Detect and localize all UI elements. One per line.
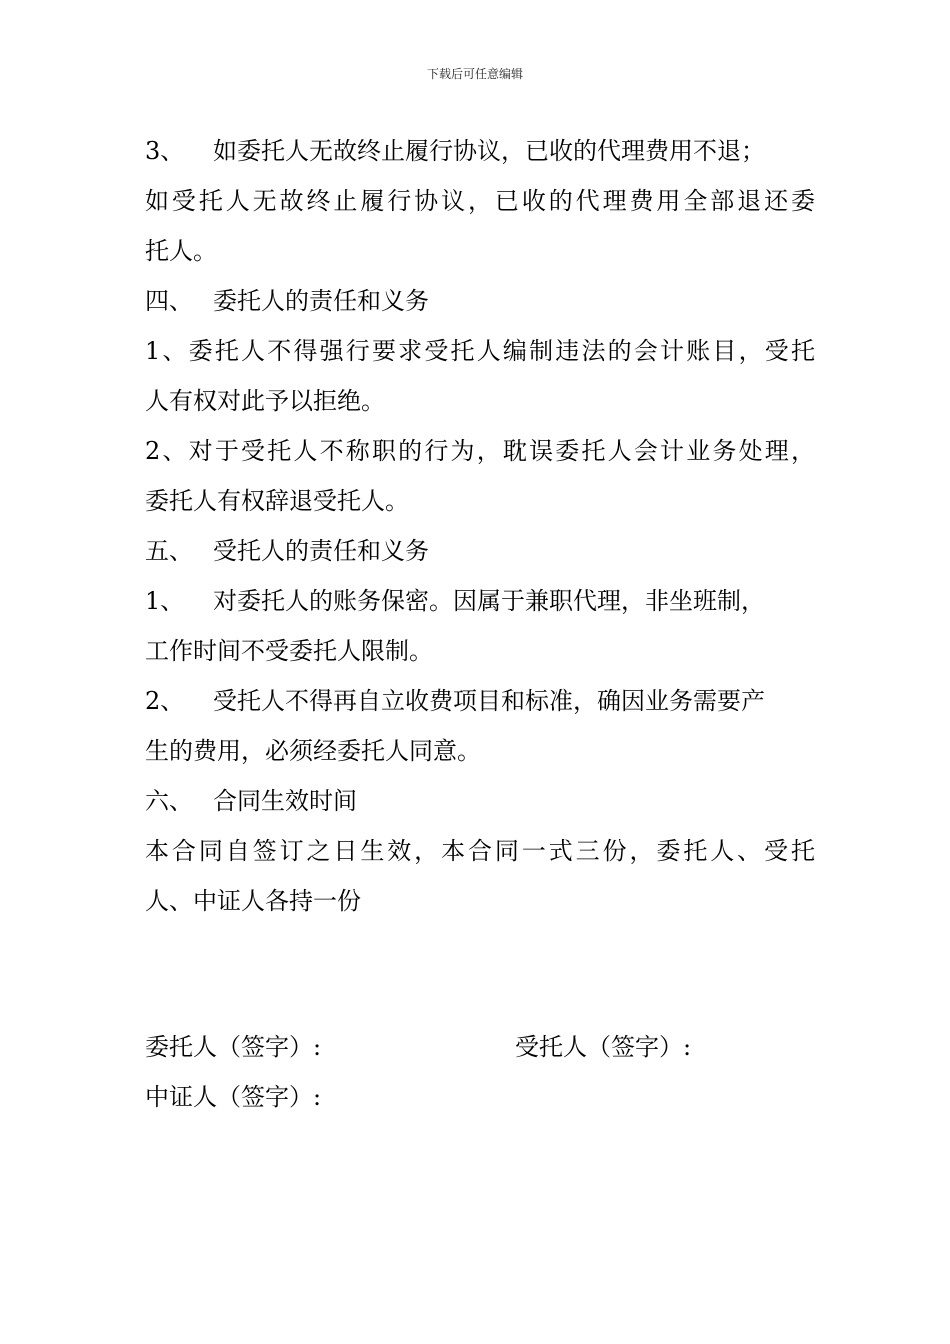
section-4-item-1-line-2: 人有权对此予以拒绝。 [145,387,385,415]
section-6-heading [145,776,815,826]
section-4-item-2-line-1: 2、对于受托人不称职的行为，耽误委托人会计业务处理， [145,437,815,465]
document-body [145,126,815,926]
client-signature-label: 委托人（签字）: [145,1033,322,1061]
section-5-item-1-line-2: 工作时间不受委托人限制。 [145,637,433,665]
section-4-item-1-line-1: 1、委托人不得强行要求受托人编制违法的会计账目，受托 [145,337,815,365]
section-number: 四、 [145,287,193,315]
signature-row-1 [145,1022,692,1072]
section-number: 五、 [145,537,193,565]
section-5-item-1-line-1 [145,576,815,626]
paragraph-text: 如委托人无故终止履行协议，已收的代理费用不退； [213,137,765,165]
section-5-heading [145,526,815,576]
paragraph-text: 受托人不得再自立收费项目和标准，确因业务需要产 [213,687,765,715]
item-number: 3、 [145,137,185,165]
section-4-item-2-line-2: 委托人有权辞退受托人。 [145,487,409,515]
section-6-line-2: 人、中证人各持一份 [145,887,361,915]
trustee-signature-label: 受托人（签字）: [515,1033,692,1061]
item-number: 1、 [145,587,185,615]
section-title: 受托人的责任和义务 [213,537,429,565]
section-5-item-2-line-2: 生的费用，必须经委托人同意。 [145,737,481,765]
section-4-heading [145,276,815,326]
section-number: 六、 [145,787,193,815]
item-3-line-1 [145,126,815,176]
section-6-line-1: 本合同自签订之日生效，本合同一式三份，委托人、受托 [145,837,815,865]
section-5-item-2-line-1 [145,676,815,726]
page-header-note: 下载后可任意编辑 [426,67,523,81]
signature-row-2 [145,1072,321,1122]
item-3-line-2: 如受托人无故终止履行协议，已收的代理费用全部退还委 [145,187,815,215]
section-title: 委托人的责任和义务 [213,287,429,315]
section-title: 合同生效时间 [213,787,357,815]
paragraph-text: 对委托人的账务保密。因属于兼职代理，非坐班制， [213,587,765,615]
item-number: 2、 [145,687,185,715]
witness-signature-label: 中证人（签字）: [145,1083,322,1111]
item-3-line-3: 托人。 [145,237,217,265]
